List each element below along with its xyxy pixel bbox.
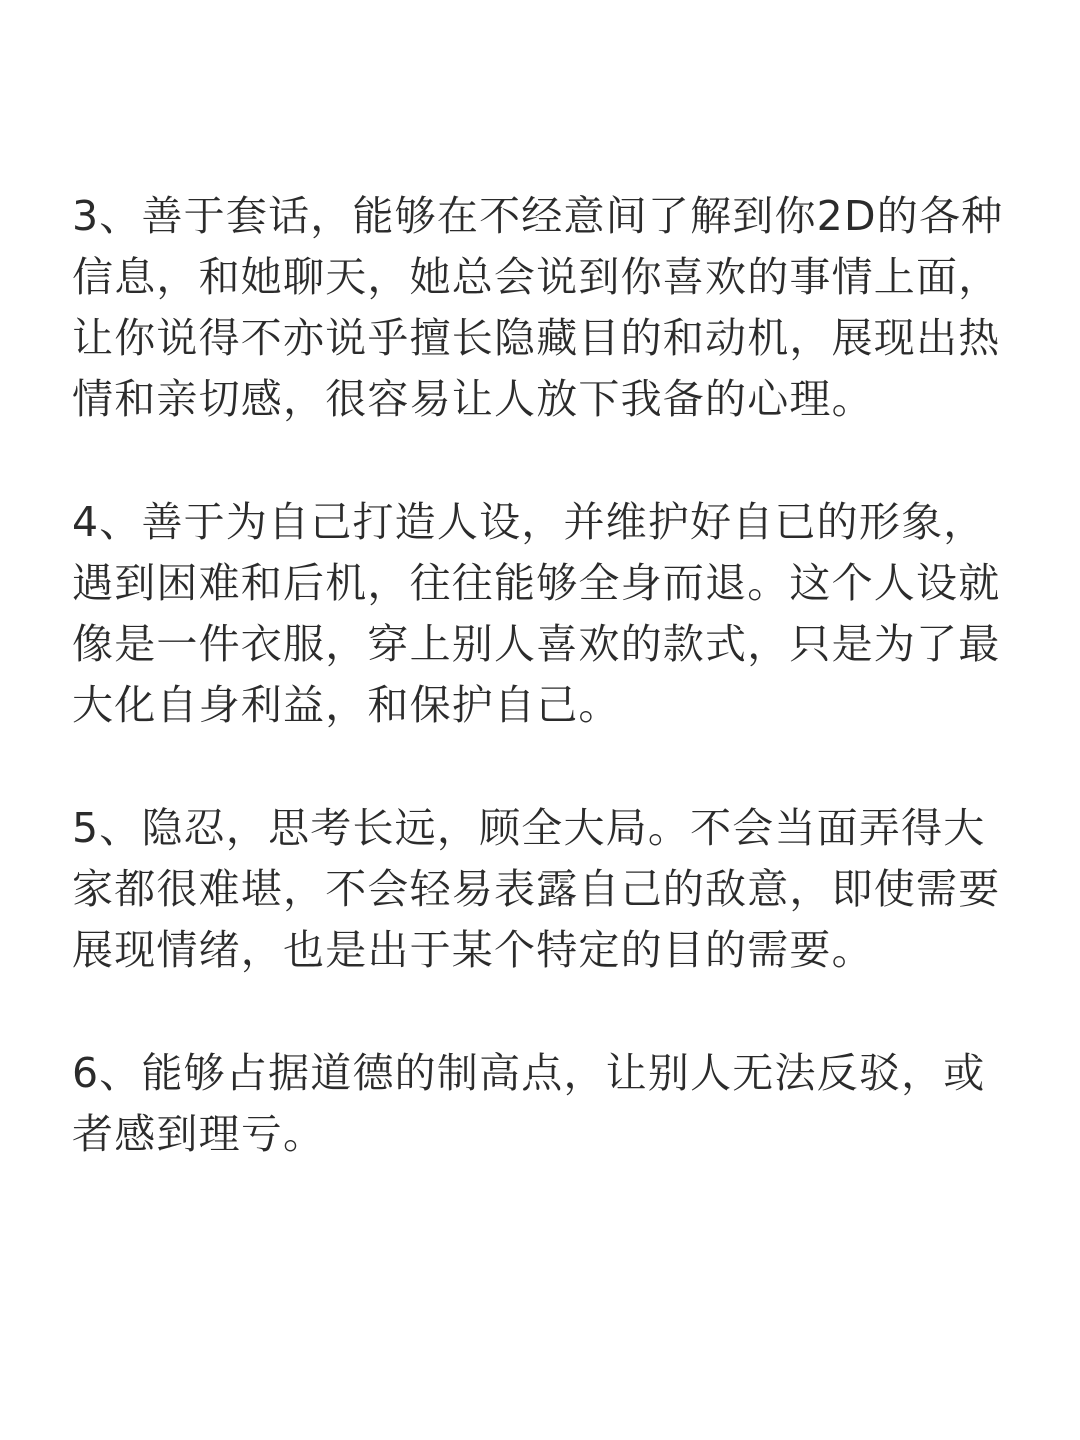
paragraph-6: 6、能够占据道德的制高点，让别人无法反驳，或者感到理亏。 — [72, 1049, 986, 1158]
paragraph-3: 3、善于套话，能够在不经意间了解到你2D的各种信息，和她聊天，她总会说到你喜欢的事情上面，让你说得不亦说乎擅长隐藏目的和动机，展现出热情和亲切感，很容易让人放下我备的心理。 — [72, 192, 1004, 423]
article-body — [72, 186, 1008, 1165]
paragraph-5: 5、隐忍，思考长远，顾全大局。不会当面弄得大家都很难堪，不会轻易表露自己的敌意，即使需要展现情绪，也是出于某个特定的目的需要。 — [72, 804, 1001, 974]
paragraph-4: 4、善于为自己打造人设，并维护好自已的形象，遇到困难和后机，往往能够全身而退。这个人设就像是一件衣服，穿上别人喜欢的款式，只是为了最大化自身利益，和保护自己。 — [72, 498, 1001, 729]
